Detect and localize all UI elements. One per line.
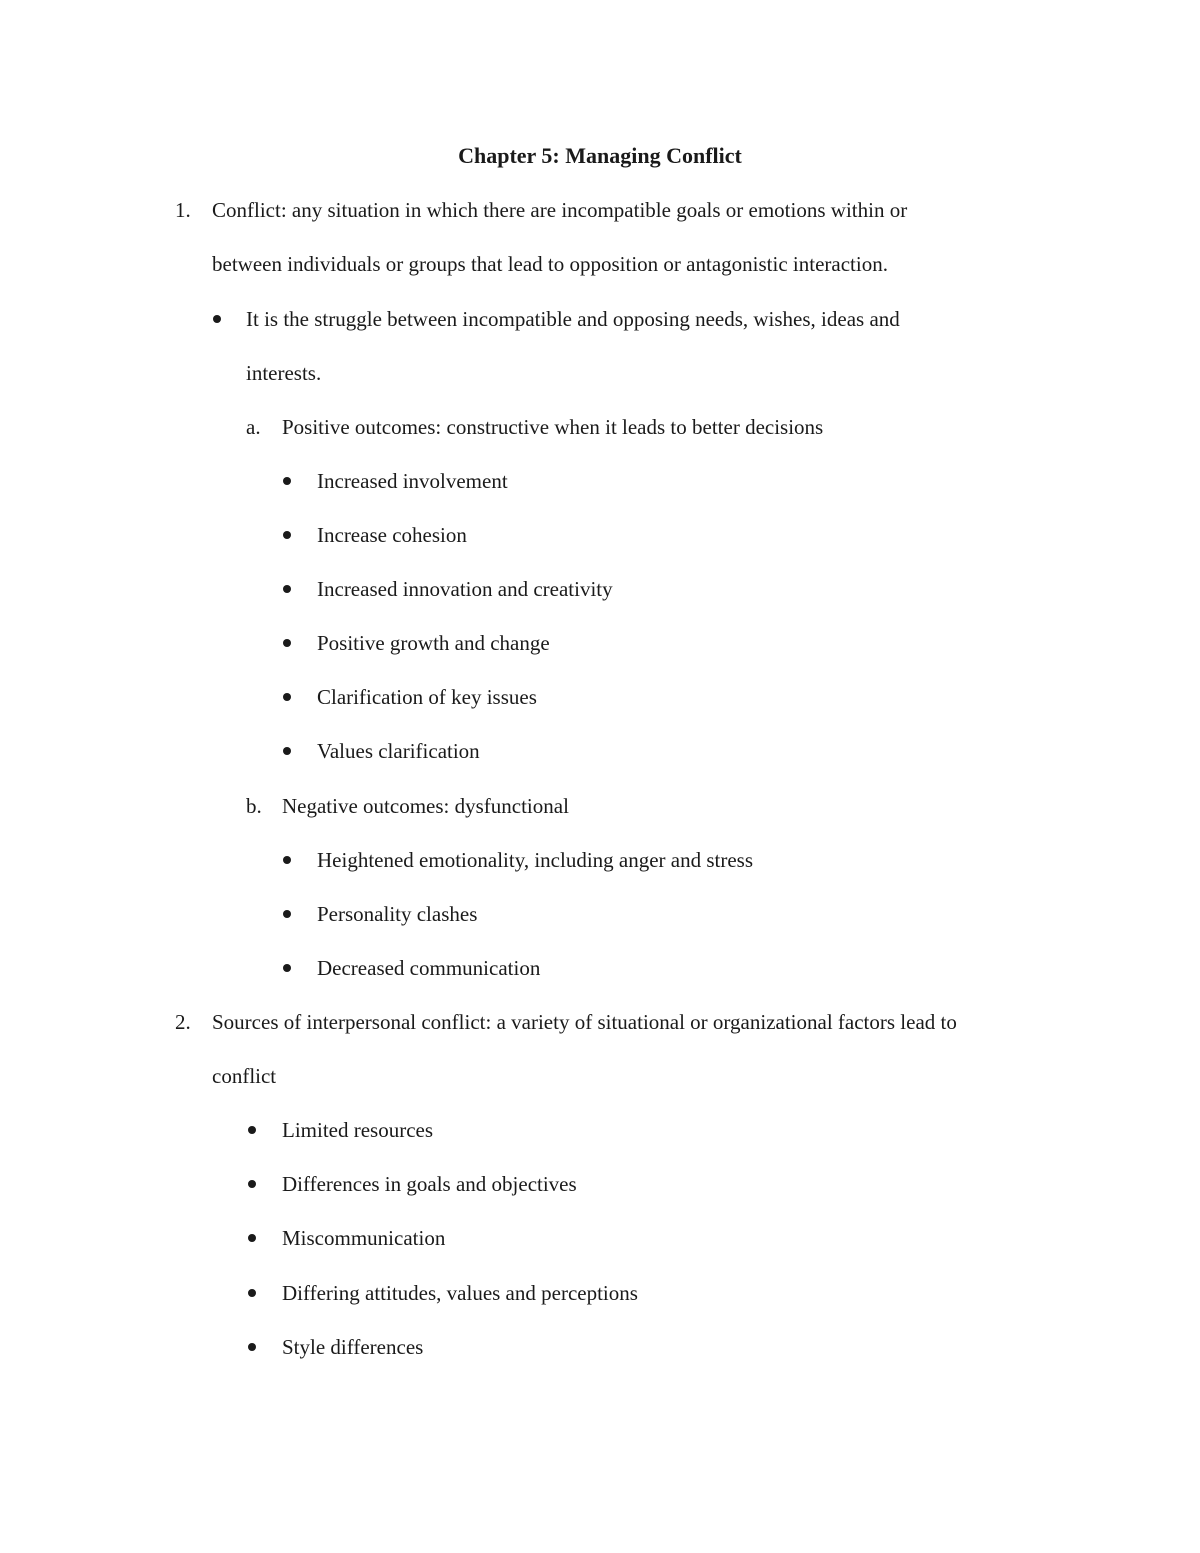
bullet-icon (248, 1234, 256, 1242)
bullet-icon (248, 1343, 256, 1351)
list-marker-2: 2. (175, 1010, 191, 1034)
bullet-icon (283, 477, 291, 485)
bullet-definition-line-1: It is the struggle between incompatible and opposing needs, wishes, ideas and (246, 307, 900, 331)
bullet-definition-line-2: interests. (246, 361, 322, 385)
list-marker-1: 1. (175, 198, 191, 222)
list-item: Increased innovation and creativity (317, 577, 613, 601)
page-title: Chapter 5: Managing Conflict (458, 143, 742, 168)
bullet-icon (283, 531, 291, 539)
bullet-icon (248, 1289, 256, 1297)
list-item: Increased involvement (317, 469, 508, 493)
list-item: Clarification of key issues (317, 685, 537, 709)
list-item-1-line-2: between individuals or groups that lead to opposition or antagonistic interaction. (212, 252, 888, 276)
sublist-marker-a: a. (246, 415, 261, 439)
list-item: Values clarification (317, 739, 480, 763)
list-item: Style differences (282, 1335, 424, 1359)
bullet-icon (283, 747, 291, 755)
list-item: Miscommunication (282, 1226, 446, 1250)
list-item-2-line-2: conflict (212, 1064, 277, 1088)
list-item: Limited resources (282, 1118, 434, 1142)
list-item: Increase cohesion (317, 523, 467, 547)
list-item: Heightened emotionality, including anger and stress (317, 848, 754, 872)
bullet-icon (283, 639, 291, 647)
bullet-icon (248, 1180, 256, 1188)
list-item: Personality clashes (317, 902, 478, 926)
bullet-icon (283, 585, 291, 593)
list-item-1-line-1: Conflict: any situation in which there are incompatible goals or emotions within or (212, 198, 908, 222)
list-item-2-line-1: Sources of interpersonal conflict: a variety of situational or organizational factors lead to (212, 1010, 957, 1034)
list-item: Differing attitudes, values and perceptions (282, 1281, 638, 1305)
list-item: Decreased communication (317, 956, 541, 980)
bullet-icon (283, 964, 291, 972)
bullet-icon (248, 1126, 256, 1134)
sublist-item-b: Negative outcomes: dysfunctional (282, 794, 569, 818)
bullet-icon (283, 693, 291, 701)
sublist-item-a: Positive outcomes: constructive when it leads to better decisions (282, 415, 824, 439)
sublist-marker-b: b. (246, 794, 262, 818)
list-item: Positive growth and change (317, 631, 550, 655)
list-item: Differences in goals and objectives (282, 1172, 577, 1196)
bullet-icon (213, 315, 221, 323)
bullet-icon (283, 856, 291, 864)
bullet-icon (283, 910, 291, 918)
